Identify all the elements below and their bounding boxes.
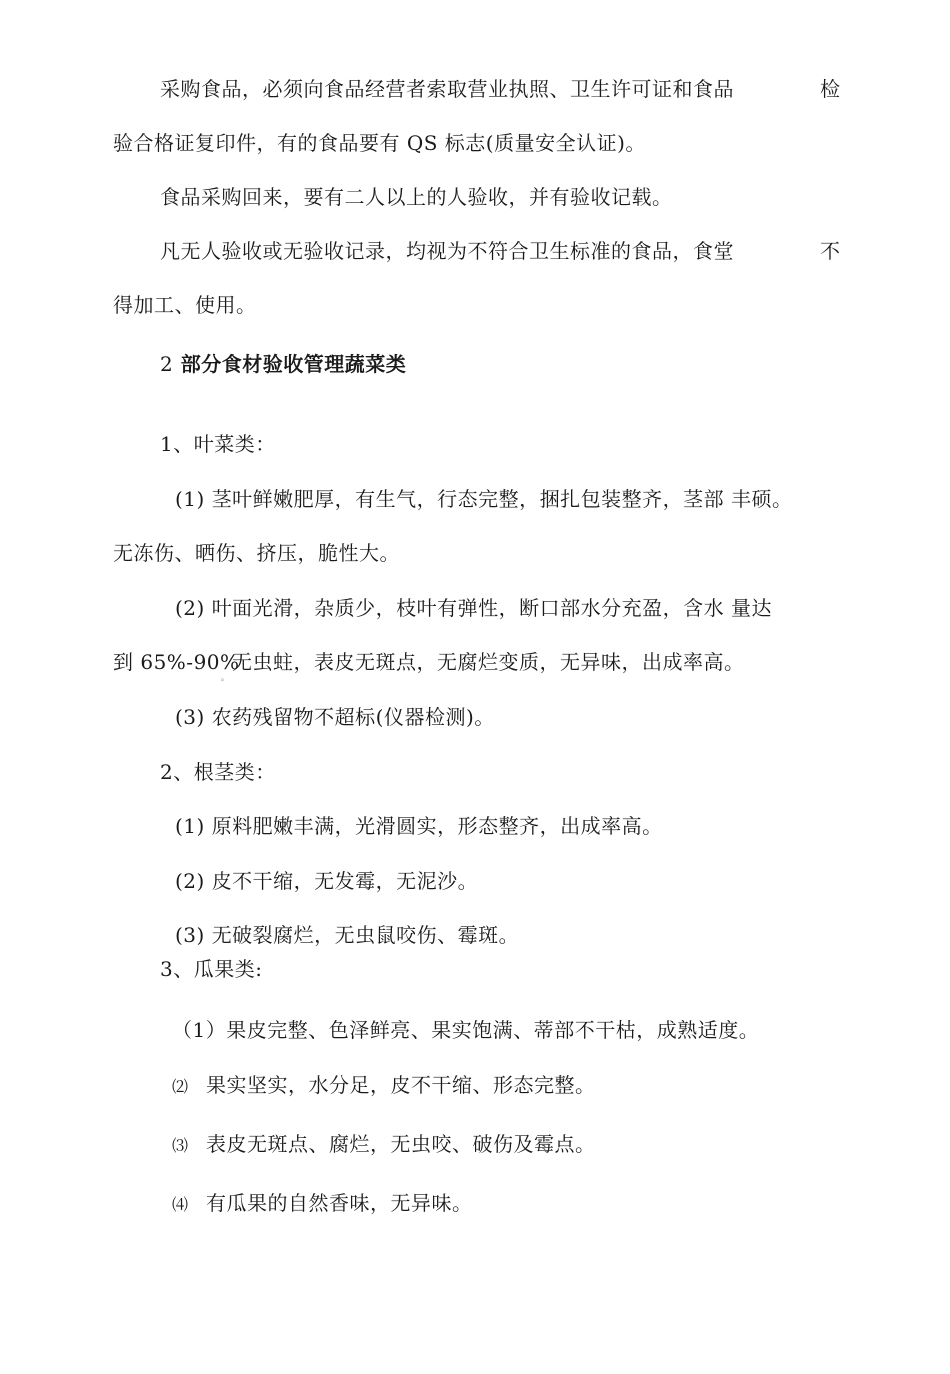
stray-mark: 。 (221, 673, 229, 682)
list-item: (3) 无破裂腐烂，无虫鼠咬伤、霉斑。 (175, 923, 520, 947)
category-title: 2、根茎类： (160, 760, 276, 784)
list-item: (3) 农药残留物不超标(仪器检测)。 (175, 705, 495, 729)
list-item-continuation: 到 65%-90% (113, 650, 240, 674)
list-item: 果实坚实，水分足，皮不干缩、形态完整。 (206, 1073, 596, 1097)
list-item: (2) 叶面光滑，杂质少，枝叶有弹性，断口部水分充盈，含水 量达 (175, 596, 773, 620)
list-item-continuation: 无冻伤、晒伤、挤压，脆性大。 (113, 541, 400, 565)
paragraph-line-end: 不 (820, 239, 841, 263)
list-item: 表皮无斑点、腐烂，无虫咬、破伤及霉点。 (206, 1132, 596, 1156)
category-title: 3、瓜果类: (160, 957, 263, 981)
list-item-continuation: 无虫蛀，表皮无斑点，无腐烂变质，无异味，出成率高。 (232, 650, 745, 674)
section-title: 部分食材验收管理蔬菜类 (180, 352, 407, 376)
paragraph-line: 验合格证复印件，有的食品要有 QS 标志(质量安全认证)。 (113, 131, 646, 155)
category-title: 1、叶菜类： (160, 432, 276, 456)
section-number: 2 (160, 352, 174, 376)
paragraph-line: 得加工、使用。 (113, 293, 257, 317)
paragraph-line: 食品采购回来，要有二人以上的人验收，并有验收记载。 (160, 185, 673, 209)
list-item: (1) 茎叶鲜嫩肥厚，有生气，行态完整，捆扎包装整齐，茎部 丰硕。 (175, 487, 793, 511)
list-item-number: ⑵ (172, 1077, 189, 1096)
list-item: (1) 原料肥嫩丰满，光滑圆实，形态整齐，出成率高。 (175, 814, 663, 838)
paragraph-line-end: 检 (820, 77, 841, 101)
list-item: (2) 皮不干缩，无发霉，无泥沙。 (175, 869, 479, 893)
section-heading (160, 351, 406, 377)
paragraph-line: 凡无人验收或无验收记录，均视为不符合卫生标准的食品，食堂 (160, 239, 734, 263)
list-item: 有瓜果的自然香味，无异味。 (206, 1191, 473, 1215)
paragraph-line: 采购食品，必须向食品经营者索取营业执照、卫生许可证和食品 (160, 77, 734, 101)
list-item: （1）果皮完整、色泽鲜亮、果实饱满、蒂部不干枯，成熟适度。 (172, 1018, 760, 1042)
list-item-number: ⑷ (172, 1195, 189, 1214)
list-item-number: ⑶ (172, 1136, 189, 1155)
